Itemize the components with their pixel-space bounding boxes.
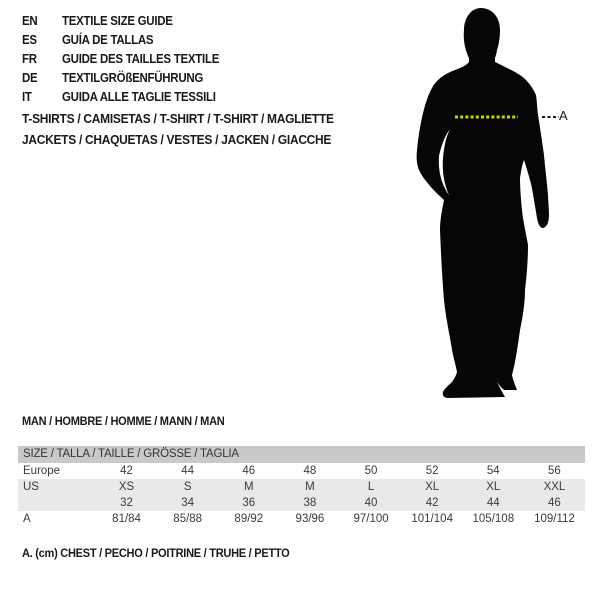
language-code: FR <box>22 51 37 66</box>
table-row-europe <box>18 463 585 479</box>
size-cell: 54 <box>486 465 500 477</box>
language-code: EN <box>22 13 38 28</box>
table-row-numeric <box>18 495 585 511</box>
table-row-us <box>18 479 585 495</box>
section-title-man: MAN / HOMBRE / HOMME / MANN / MAN <box>22 414 225 428</box>
language-label: TEXTILGRÖßENFÜHRUNG <box>62 70 204 85</box>
size-cell: 52 <box>425 465 439 477</box>
size-cell: 81/84 <box>112 513 141 525</box>
language-row <box>22 30 233 49</box>
language-code: IT <box>22 89 32 104</box>
size-cell: 32 <box>120 497 133 509</box>
size-cell: 85/88 <box>173 513 203 525</box>
language-list <box>22 11 233 106</box>
size-cell: XL <box>425 481 440 493</box>
measure-label-a: A <box>559 108 568 123</box>
language-code: ES <box>22 32 37 47</box>
language-row <box>22 68 233 87</box>
size-cell: M <box>244 481 254 493</box>
size-cell: XXL <box>543 481 566 493</box>
category-line-jackets: JACKETS / CHAQUETAS / VESTES / JACKEN / GIACCHE <box>22 132 332 147</box>
size-cell: M <box>305 481 315 493</box>
language-label: GUIDE DES TAILLES TEXTILE <box>62 51 220 66</box>
category-lines <box>22 108 361 150</box>
size-cell: 34 <box>181 497 195 509</box>
size-cell: 42 <box>120 465 133 477</box>
size-cell: 50 <box>364 465 378 477</box>
size-table <box>18 446 585 527</box>
size-cell: XS <box>118 481 135 493</box>
size-cell: 36 <box>242 497 256 509</box>
size-cell: 109/112 <box>534 513 575 525</box>
row-label: US <box>23 481 39 493</box>
size-cell: 101/104 <box>411 513 453 525</box>
size-cell: 42 <box>425 497 439 509</box>
footnote-chest: A. (cm) CHEST / PECHO / POITRINE / TRUHE / PETTO <box>22 546 290 560</box>
size-cell: 89/92 <box>234 513 264 525</box>
language-row <box>22 87 233 106</box>
row-label: Europe <box>23 465 61 477</box>
size-cell: 44 <box>181 465 195 477</box>
language-code: DE <box>22 70 38 85</box>
table-row-chest-a <box>18 511 585 527</box>
size-cell: 93/96 <box>295 513 325 525</box>
language-label: GUÍA DE TALLAS <box>62 32 154 47</box>
row-label: A <box>23 513 31 525</box>
man-silhouette <box>408 4 568 406</box>
size-cell: 56 <box>548 465 561 477</box>
language-label: TEXTILE SIZE GUIDE <box>62 13 173 28</box>
category-line-tshirts: T-SHIRTS / CAMISETAS / T-SHIRT / T-SHIRT / MAGLIETTE <box>22 111 334 126</box>
size-cell: 105/108 <box>472 513 515 525</box>
size-cell: 38 <box>303 497 317 509</box>
size-cell: 44 <box>486 497 500 509</box>
man-silhouette-path <box>417 8 549 398</box>
language-row <box>22 11 233 30</box>
size-table-header: SIZE / TALLA / TAILLE / GRÖSSE / TAGLIA <box>18 446 585 463</box>
size-cell: 46 <box>548 497 561 509</box>
size-cell: S <box>183 481 192 493</box>
language-row <box>22 49 233 68</box>
size-cell: 46 <box>242 465 256 477</box>
size-cell: 48 <box>303 465 317 477</box>
size-cell: L <box>367 481 375 493</box>
size-cell: 40 <box>364 497 378 509</box>
size-cell: 97/100 <box>353 513 389 525</box>
size-cell: XL <box>486 481 501 493</box>
language-label: GUIDA ALLE TAGLIE TESSILI <box>62 89 216 104</box>
